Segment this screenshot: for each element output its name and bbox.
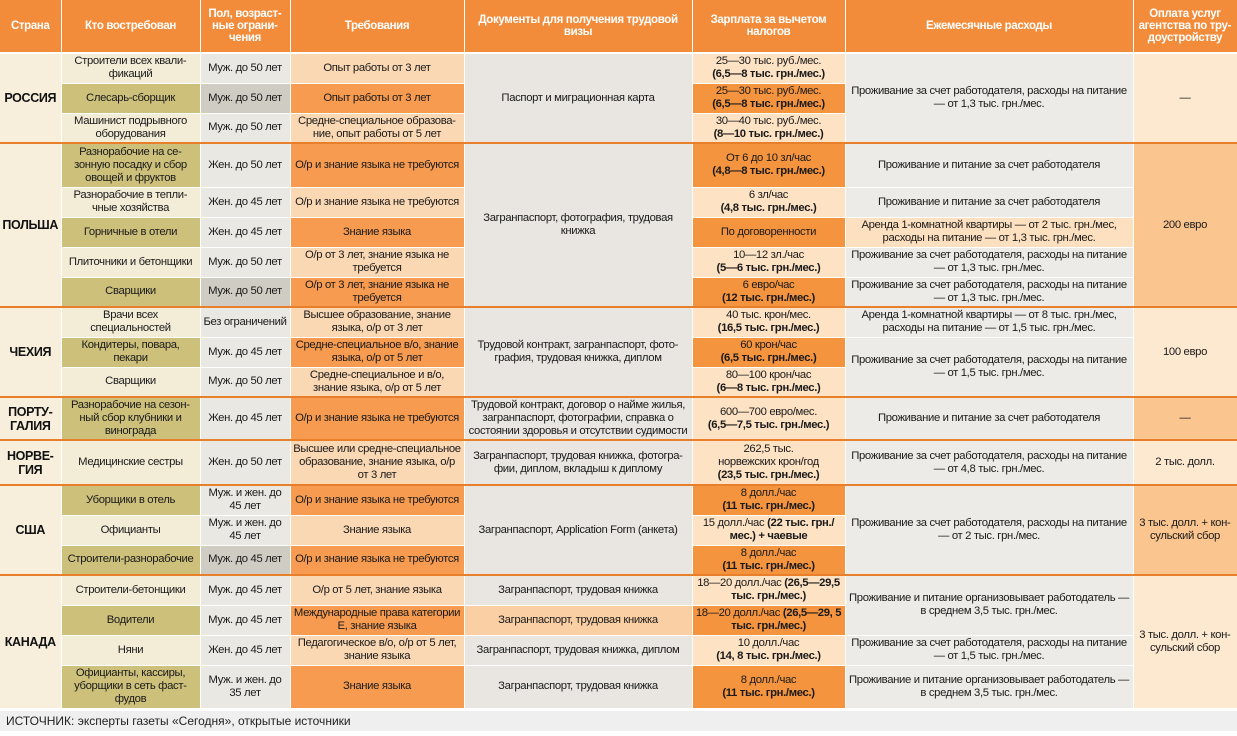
sex-age: Муж. и жен. до 35 лет [200, 665, 290, 708]
source-note: ИСТОЧНИК: эксперты газеты «Сегодня», открытые источники [0, 709, 1237, 731]
sex-age: Жен. до 45 лет [200, 217, 290, 247]
documents: Паспорт и миграционная карта [464, 53, 692, 143]
expenses: Проживание за счет работодателя, расходы на питание — от 2 тыс. грн./мес. [845, 485, 1133, 575]
salary-uah: (26,5—29, 5 тыс. грн./мес.) [731, 607, 842, 632]
salary-uah: (26,5—29,5 тыс. грн./мес.) [731, 577, 840, 603]
sex-age: Муж. до 45 лет [200, 605, 290, 635]
job-title: Медицинские сестры [61, 440, 200, 485]
expenses: Проживание за счет работодателя, расходы на питание — от 4,8 тыс. грн./мес. [845, 440, 1133, 485]
expenses: Проживание за счет работодателя, расходы на питание — от 1,3 тыс. грн./мес. [845, 53, 1133, 143]
expenses: Проживание и питание за счет работодателя [845, 143, 1133, 187]
job-title: Уборщики в отель [61, 485, 200, 515]
agency-fee: — [1133, 397, 1237, 440]
job-title: Разнорабочие в тепличные хозяйства [61, 187, 200, 217]
header-expenses: Ежемесячные расходы [845, 0, 1133, 53]
salary-uah: (22 тыс. грн./мес.) + чаевые [729, 517, 835, 542]
country-line: ГАЛИЯ [10, 418, 51, 433]
country-line: НОРВЕ- [6, 448, 54, 463]
requirements: Знание языка [290, 665, 464, 708]
salary-local: 15 долл./час [702, 517, 765, 529]
requirements: Средне-специальное в/о, знание языка, о/р от 5 лет [290, 337, 464, 367]
salary-uah: (6,5—8 тыс. грн./мес.) [712, 98, 825, 110]
requirements: О/р и знание языка не требуются [290, 143, 464, 187]
job-title: Машинист подрывного оборудования [61, 113, 200, 143]
expenses: Проживание и питание организовывает работодатель — в среднем 3,5 тыс. грн./мес. [845, 575, 1133, 635]
job-title: Разнорабочие на сезонную посадку и сбор овощей и фруктов [61, 143, 200, 187]
salary-uah: (6,5—7,5 тыс. грн./мес.) [707, 418, 830, 431]
sex-age: Жен. до 45 лет [200, 635, 290, 665]
salary-uah: (6—8 тыс. грн./мес.) [716, 381, 821, 394]
sex-age: Жен. до 50 лет [200, 143, 290, 187]
salary [692, 113, 845, 143]
documents: Загранпаспорт, трудовая книжка [464, 605, 692, 635]
salary-local: 600—700 евро/мес. [719, 405, 817, 418]
country-line: ГИЯ [18, 462, 43, 477]
country-norway [0, 440, 61, 485]
requirements: О/р от 5 лет, знание языка [290, 575, 464, 605]
salary-local: 80—100 крон/час [725, 368, 812, 381]
requirements: Международные права категории Е, знание языка [290, 605, 464, 635]
table-row [0, 397, 1237, 440]
salary-local: 6 евро/час [742, 278, 795, 291]
expenses: Проживание за счет работодателя, расходы на питание — от 1,5 тыс. грн./мес. [845, 635, 1133, 665]
expenses: Проживание за счет работодателя, расходы на питание — от 1,3 тыс. грн./мес. [845, 277, 1133, 307]
salary [692, 515, 845, 545]
header-agency-fee: Оплата услуг агентства по трудоустройству [1133, 0, 1237, 53]
table-row [0, 143, 1237, 187]
job-title: Слесарь-сборщик [61, 83, 200, 113]
salary-uah: (4,8 тыс. грн./мес.) [720, 202, 817, 214]
documents: Трудовой контракт, договор о найме жилья, загранпаспорт, фотографии, справка о состоянии здоровья и отсутствии судимости [464, 397, 692, 440]
salary-uah: (4,8—8 тыс. грн./мес.) [712, 165, 825, 178]
salary [692, 485, 845, 515]
header-documents: Документы для получения трудовой визы [464, 0, 692, 53]
agency-fee: 200 евро [1133, 143, 1237, 307]
table-row [0, 440, 1237, 485]
salary-local: 8 долл./час [740, 673, 797, 686]
salary-local: От 6 до 10 зл/час [726, 152, 811, 165]
job-title: Горничные в отели [61, 217, 200, 247]
country-usa: США [0, 485, 61, 575]
salary-uah: (6,5 тыс. грн./мес.) [720, 352, 817, 364]
salary [692, 83, 845, 113]
requirements: О/р и знание языка не требуются [290, 485, 464, 515]
salary [692, 307, 845, 337]
requirements: Педагогическое в/о, о/р от 5 лет, знание языка [290, 635, 464, 665]
table-row [0, 53, 1237, 83]
requirements: Знание языка [290, 515, 464, 545]
country-russia: РОССИЯ [0, 53, 61, 143]
salary [692, 187, 845, 217]
header-requirements: Требования [290, 0, 464, 53]
salary-local: 262,5 тыс. [743, 443, 794, 455]
salary [692, 635, 845, 665]
job-title: Разнорабочие на сезонный сбор клубники и винограда [61, 397, 200, 440]
salary-uah: (8—10 тыс. грн./мес.) [713, 127, 824, 140]
country-canada: КАНАДА [0, 575, 61, 708]
sex-age: Муж. до 50 лет [200, 113, 290, 143]
expenses: Аренда 1-комнатной квартиры — от 2 тыс. грн./мес, расходы на питание — от 1,3 тыс. грн./мес. [845, 217, 1133, 247]
job-title: Официанты, кассиры, уборщики в сеть фастфудов [61, 665, 200, 708]
requirements: Высшее образование, знание языка, о/р от 3 лет [290, 307, 464, 337]
requirements: О/р и знание языка не требуются [290, 397, 464, 440]
salary-uah: (12 тыс. грн./мес.) [722, 291, 815, 304]
salary-local: По договоренности [720, 225, 817, 238]
sex-age: Жен. до 45 лет [200, 187, 290, 217]
requirements: Опыт работы от 3 лет [290, 53, 464, 83]
salary-local-unit: норвежских крон/год [718, 456, 819, 468]
salary [692, 575, 845, 605]
salary-uah: (6,5—8 тыс. грн./мес.) [712, 68, 825, 81]
sex-age: Муж. до 45 лет [200, 545, 290, 575]
expenses: Проживание и питание за счет работодателя [845, 397, 1133, 440]
country-line: ПОРТУ- [8, 404, 53, 419]
salary [692, 143, 845, 187]
sex-age: Муж. до 45 лет [200, 337, 290, 367]
salary [692, 367, 845, 397]
salary [692, 247, 845, 277]
table-row [0, 635, 1237, 665]
table-row [0, 485, 1237, 515]
sex-age: Без ограничений [200, 307, 290, 337]
job-title: Строители-разнорабочие [61, 545, 200, 575]
country-portugal [0, 397, 61, 440]
job-title: Няни [61, 635, 200, 665]
requirements: О/р от 3 лет, знание языка не требуется [290, 277, 464, 307]
salary-local: 25—30 тыс. руб./мес. [715, 55, 822, 68]
documents: Загранпаспорт, фотография, трудовая книжка [464, 143, 692, 307]
salary-local: 10—12 зл./час [733, 249, 804, 261]
expenses: Проживание за счет работодателя, расходы на питание — от 1,3 тыс. грн./мес. [845, 247, 1133, 277]
sex-age: Муж. до 50 лет [200, 83, 290, 113]
agency-fee: 2 тыс. долл. [1133, 440, 1237, 485]
requirements: О/р и знание языка не требуются [290, 545, 464, 575]
requirements: О/р от 3 лет, знание языка не требуется [290, 247, 464, 277]
documents: Загранпаспорт, трудовая книжка [464, 665, 692, 708]
sex-age: Муж. до 50 лет [200, 53, 290, 83]
header-salary: Зарплата за вычетом налогов [692, 0, 845, 53]
sex-age: Муж. до 50 лет [200, 277, 290, 307]
expenses: Проживание и питание организовывает работодатель — в среднем 3,5 тыс. грн./мес. [845, 665, 1133, 708]
job-title: Строители всех квалификаций [61, 53, 200, 83]
documents: Загранпаспорт, трудовая книжка, диплом [464, 635, 692, 665]
table-row [0, 665, 1237, 708]
salary-local: 18—20 долл./час [695, 607, 781, 619]
sex-age: Муж. до 50 лет [200, 247, 290, 277]
salary-uah: (23,5 тыс. грн./мес.) [717, 469, 820, 481]
salary [692, 440, 845, 485]
header-row [0, 0, 1237, 53]
salary-uah: (11 тыс. грн./мес.) [722, 686, 815, 699]
job-title: Кондитеры, повара, пекари [61, 337, 200, 367]
header-sex-age: Пол, возрастные ограничения [200, 0, 290, 53]
table-row [0, 575, 1237, 605]
salary [692, 337, 845, 367]
salary-local: 8 долл./час [740, 546, 797, 559]
requirements: Высшее или средне-специальное образование, знание языка, о/р от 3 лет [290, 440, 464, 485]
expenses: Аренда 1-комнатной квартиры — от 8 тыс. грн./мес, расходы на питание — от 1,5 тыс. грн./мес. [845, 307, 1133, 337]
salary-uah: (5—6 тыс. грн./мес.) [716, 262, 821, 274]
documents: Загранпаспорт, Application Form (анкета) [464, 485, 692, 575]
requirements: Знание языка [290, 217, 464, 247]
expenses: Проживание за счет работодателя, расходы на питание — от 1,5 тыс. грн./мес. [845, 337, 1133, 397]
salary-uah: (11 тыс. грн./мес.) [722, 559, 815, 572]
salary [692, 277, 845, 307]
country-czech: ЧЕХИЯ [0, 307, 61, 397]
salary-uah: (11 тыс. грн./мес.) [722, 500, 815, 513]
sex-age: Муж. и жен. до 45 лет [200, 515, 290, 545]
expenses: Проживание и питание за счет работодателя [845, 187, 1133, 217]
salary-local: 18—20 долл./час [697, 577, 782, 590]
documents: Загранпаспорт, трудовая книжка, фотографии, диплом, вкладыш к диплому [464, 440, 692, 485]
salary [692, 53, 845, 83]
salary-local: 30—40 тыс. руб./мес. [715, 114, 822, 127]
salary-uah: (14, 8 тыс. грн./мес.) [716, 650, 821, 662]
country-poland: ПОЛЬША [0, 143, 61, 307]
agency-fee: — [1133, 53, 1237, 143]
salary [692, 217, 845, 247]
requirements: Опыт работы от 3 лет [290, 83, 464, 113]
sex-age: Муж. до 45 лет [200, 575, 290, 605]
sex-age: Муж. до 50 лет [200, 367, 290, 397]
salary [692, 545, 845, 575]
salary-local: 40 тыс. крон/мес. [726, 309, 811, 322]
job-title: Врачи всех специальностей [61, 307, 200, 337]
requirements: Средне-специальное и в/о, знание языка, о/р от 5 лет [290, 367, 464, 397]
header-country: Страна [0, 0, 61, 53]
job-title: Плиточники и бетонщики [61, 247, 200, 277]
sex-age: Жен. до 45 лет [200, 397, 290, 440]
job-title: Водители [61, 605, 200, 635]
requirements: Средне-специальное образование, опыт работы от 5 лет [290, 113, 464, 143]
documents: Трудовой контракт, загранпаспорт, фотография, трудовая книжка, диплом [464, 307, 692, 397]
job-title: Сварщики [61, 277, 200, 307]
agency-fee: 3 тыс. долл. + консульский сбор [1133, 485, 1237, 575]
salary-local: 60 крон/час [740, 339, 797, 351]
salary [692, 605, 845, 635]
salary-local: 10 долл./час [737, 637, 800, 649]
salary [692, 397, 845, 440]
job-title: Официанты [61, 515, 200, 545]
requirements: О/р и знание языка не требуются [290, 187, 464, 217]
salary-local: 6 зл/час [748, 189, 789, 201]
salary-local: 8 долл./час [740, 487, 797, 500]
table-row [0, 307, 1237, 337]
job-title: Сварщики [61, 367, 200, 397]
sex-age: Муж. и жен. до 45 лет [200, 485, 290, 515]
documents: Загранпаспорт, трудовая книжка [464, 575, 692, 605]
agency-fee: 3 тыс. долл. + консульский сбор [1133, 575, 1237, 708]
salary [692, 665, 845, 708]
agency-fee: 100 евро [1133, 307, 1237, 397]
salary-local: 25—30 тыс. руб./мес. [715, 85, 822, 97]
header-who: Кто востребован [61, 0, 200, 53]
sex-age: Жен. до 50 лет [200, 440, 290, 485]
job-title: Строители-бетонщики [61, 575, 200, 605]
salary-uah: (16,5 тыс. грн./мес.) [717, 322, 820, 335]
